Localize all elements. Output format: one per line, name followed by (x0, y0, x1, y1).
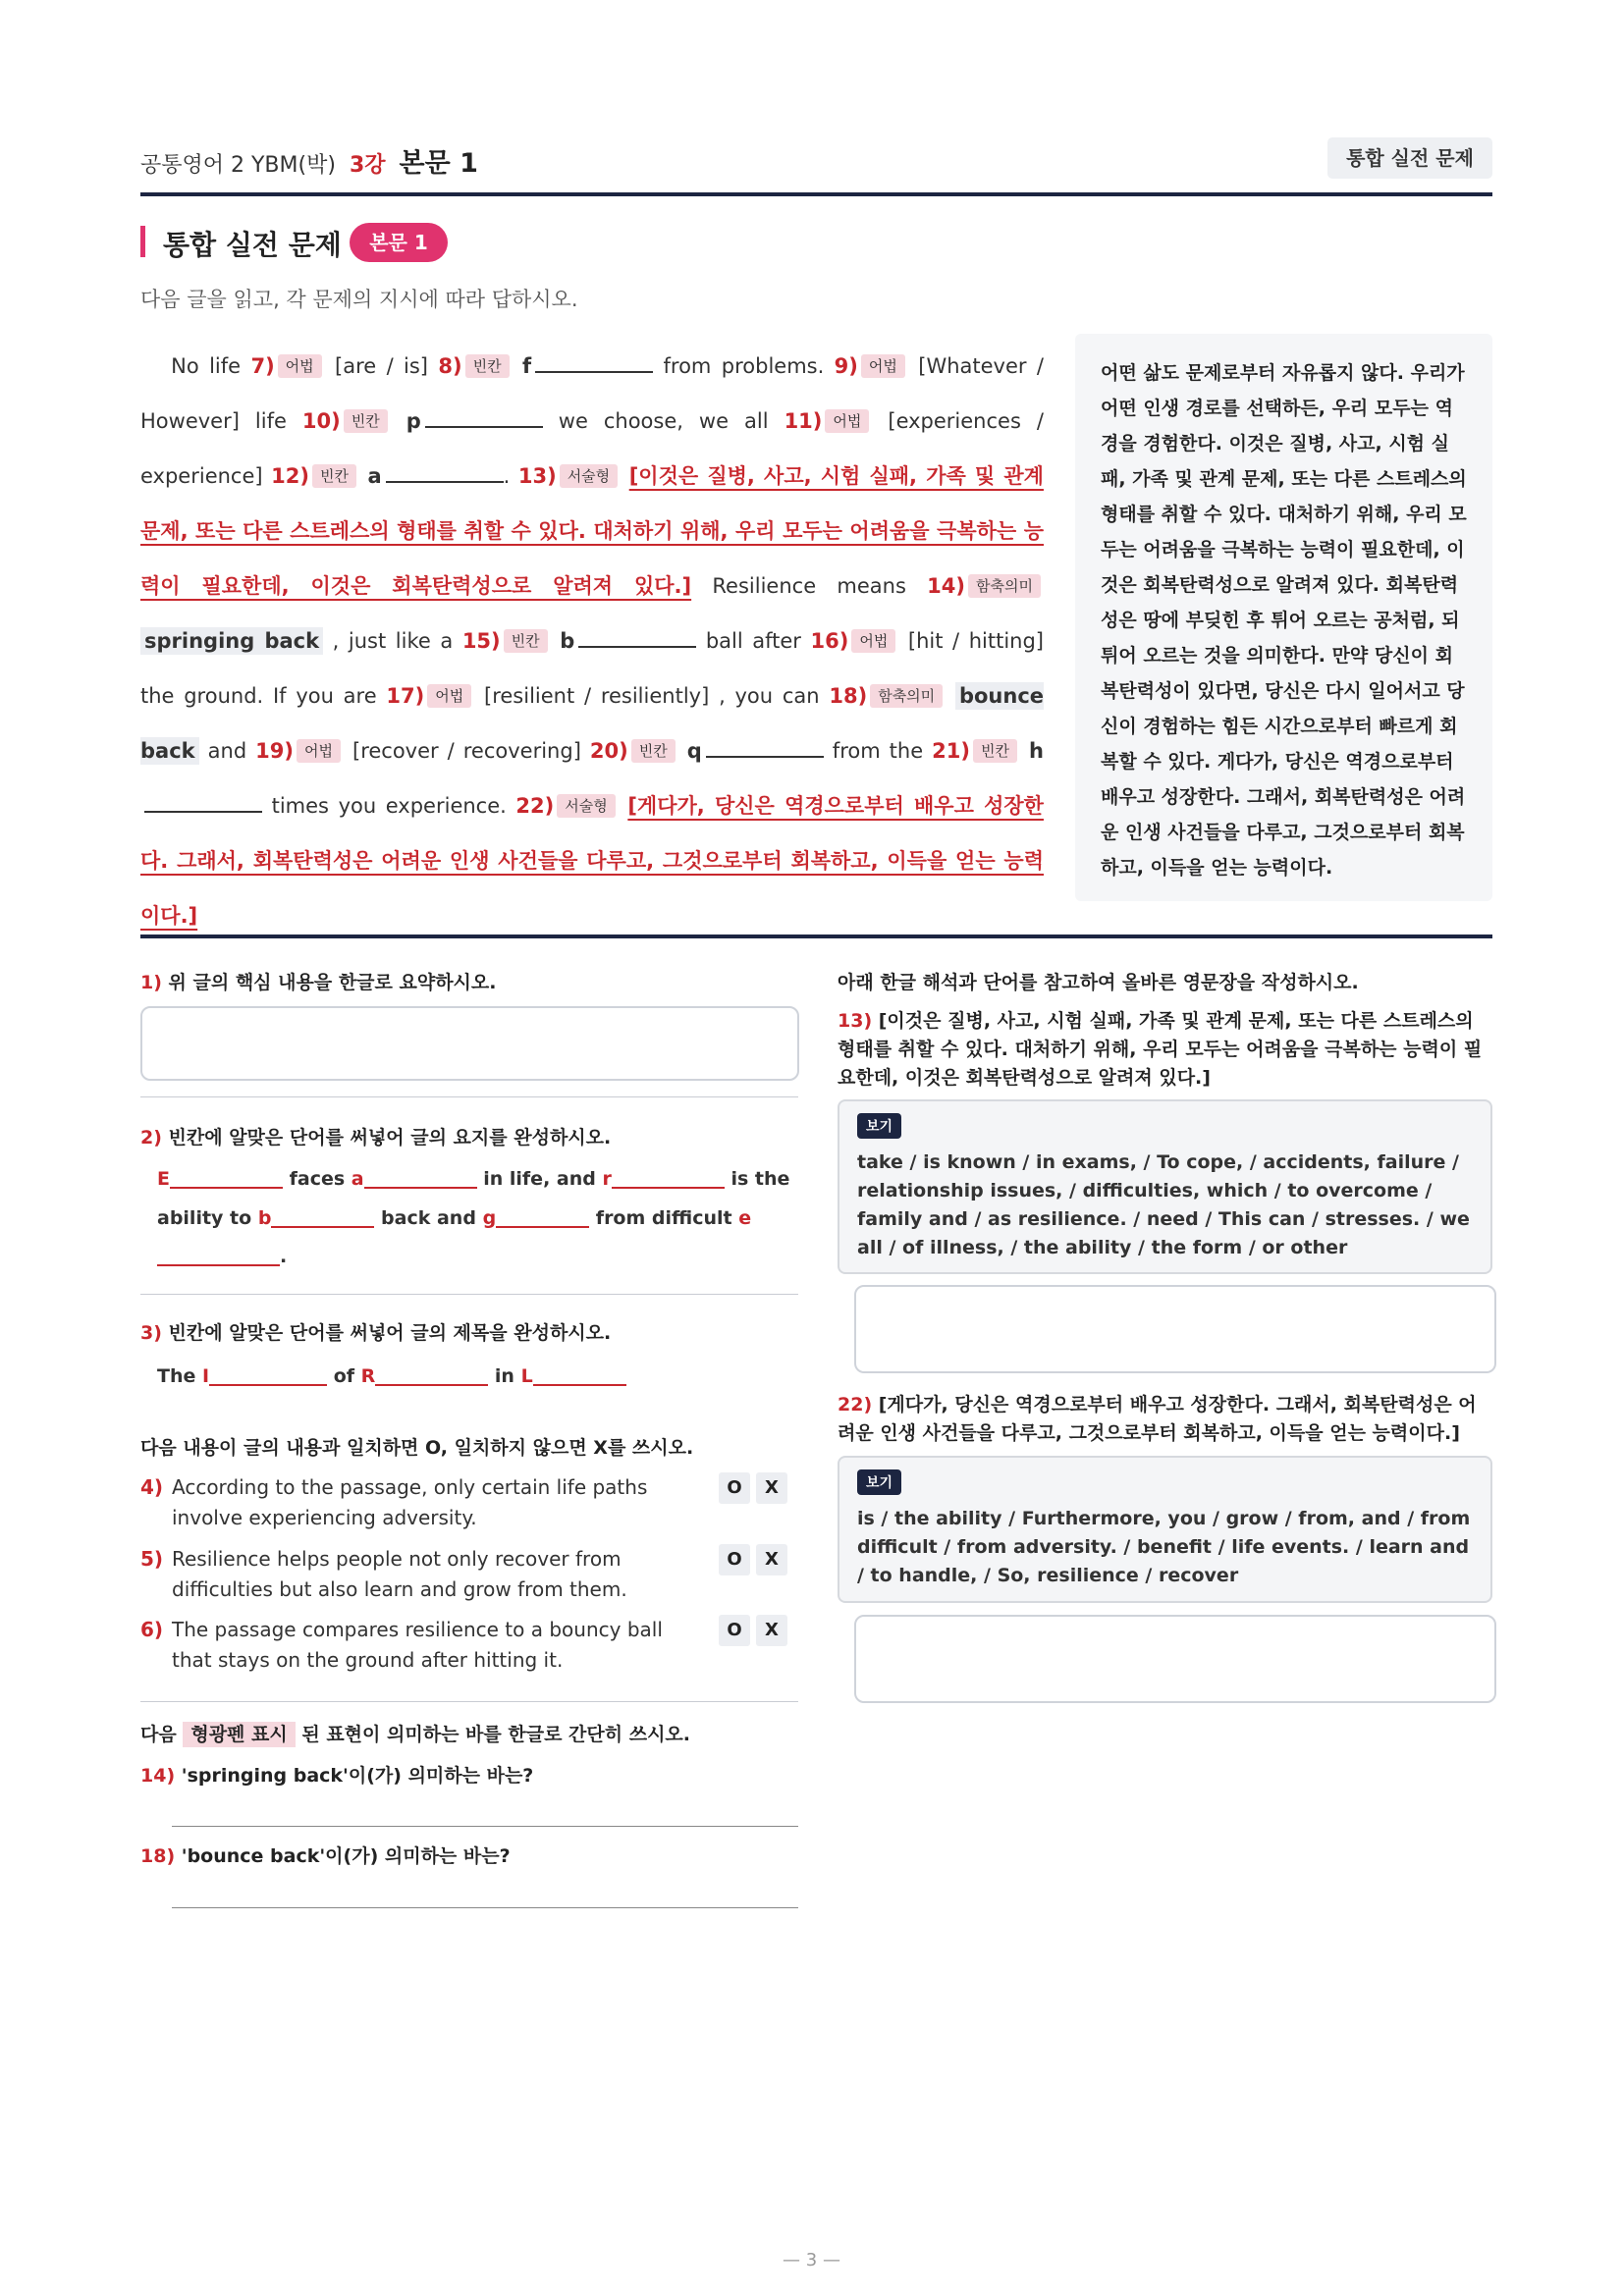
q1-answer-box[interactable] (140, 1006, 799, 1081)
choice-bracket: [recover / recovering] (352, 739, 581, 763)
question-number: 9) (834, 354, 858, 378)
question-tag: 서술형 (560, 464, 618, 488)
fill-blank[interactable] (612, 1167, 725, 1189)
fill-text: in (494, 1365, 514, 1387)
korean-sentence: [게다가, 당신은 역경으로부터 배우고 성장한다. 그래서, 회복탄력성은 어려운 인생 사건들을 다루고, 그것으로부터 회복하고, 이득을 얻는 능력이다.] (140, 794, 1044, 928)
fill-text: . (280, 1246, 288, 1267)
ox-statement: According to the passage, only certain life paths involve experiencing adversity. (172, 1475, 648, 1529)
ox-buttons (713, 1544, 787, 1575)
instruction: 다음 글을 읽고, 각 문제의 지시에 따라 답하시오. (140, 288, 578, 311)
question-number: 3) (140, 1322, 162, 1344)
passage-text: from problems. (663, 354, 825, 378)
fill-text: back and (381, 1207, 476, 1229)
question-number: 12) (271, 464, 309, 488)
passage-text: , just like a (332, 629, 454, 653)
q2-line-3 (157, 1245, 287, 1267)
blank-initial: I (202, 1365, 210, 1387)
word-bank-words: is / the ability / Furthermore, you / grow / from, and / from difficult / from adversity. / benefit / life events. / learn and / to handle, / So, resilience / recover (857, 1508, 1471, 1586)
question-tag: 서술형 (557, 794, 615, 818)
blank-initial: e (738, 1207, 752, 1229)
passage-text: ball after (705, 629, 801, 653)
question-tag: 어법 (278, 354, 322, 378)
q13-prompt (838, 1007, 1492, 1093)
fill-blank[interactable] (157, 1245, 280, 1266)
ox-statement: The passage compares resilience to a bouncy ball that stays on the ground after hitting it. (172, 1618, 663, 1672)
question-number: 11) (784, 409, 823, 433)
x-button[interactable]: X (756, 1472, 787, 1504)
o-button[interactable]: O (719, 1472, 750, 1504)
q1-prompt (140, 968, 497, 994)
question-number: 14) (140, 1765, 176, 1787)
word-bank-label: 보기 (857, 1469, 901, 1495)
question-tag: 빈칸 (312, 464, 356, 488)
question-number: 13) (517, 464, 557, 488)
fill-text: from difficult (595, 1207, 732, 1229)
blank-initial: f (521, 354, 532, 378)
q2-line-2 (157, 1206, 751, 1229)
korean-sentence: [이것은 질병, 사고, 시험 실패, 가족 및 관계 문제, 또는 다른 스트레스의 형태를 취할 수 있다. 대처하기 위해, 우리 모두는 어려움을 극복하는 능력이 필요한데, 이것은 회복탄력성으로 알려져 있다.] (140, 464, 1044, 598)
ox-instruction: 다음 내용이 글의 내용과 일치하면 O, 일치하지 않으면 X를 쓰시오. (140, 1437, 694, 1459)
q18-prompt (140, 1842, 511, 1868)
fill-text: in life, and (483, 1168, 596, 1190)
ox-buttons (713, 1472, 787, 1504)
section-name: 본문 1 (399, 148, 478, 179)
question-number: 20) (589, 739, 628, 763)
passage-text: we choose, we all (558, 409, 769, 433)
question-tag: 빈칸 (631, 739, 676, 763)
blank-line[interactable] (425, 404, 543, 428)
q18-answer-line[interactable] (172, 1907, 798, 1908)
choice-bracket: [are / is] (335, 354, 428, 378)
passage-text: times you experience. (271, 794, 507, 818)
blank-line[interactable] (144, 789, 262, 813)
q3-line (157, 1364, 626, 1387)
passage-text: Resilience means (712, 574, 906, 598)
question-number: 13) (838, 1010, 873, 1032)
blank-line[interactable] (386, 459, 504, 483)
blank-line[interactable] (578, 624, 696, 648)
question-tag: 어법 (861, 354, 905, 378)
highlighted-phrase: springing back (140, 627, 323, 655)
highlighted-phrase: bounce back (140, 684, 1045, 763)
question-tag: 함축의미 (870, 684, 943, 708)
blank-initial: R (360, 1365, 376, 1387)
q2-prompt (140, 1123, 611, 1149)
question-number: 19) (255, 739, 294, 763)
ox-item (140, 1544, 700, 1601)
fill-text: of (333, 1365, 355, 1387)
q22-word-bank (838, 1456, 1492, 1603)
page-number: — 3 — (783, 2250, 840, 2270)
fill-text: faces (289, 1168, 346, 1190)
question-number: 2) (140, 1127, 162, 1148)
ox-buttons (713, 1615, 787, 1646)
choice-bracket: [resilient / resiliently] (484, 684, 710, 708)
q2-line-1 (157, 1167, 789, 1190)
question-text: 'bounce back'이(가) 의미하는 바는? (181, 1845, 511, 1867)
question-number: 14) (927, 574, 965, 598)
question-text: 빈칸에 알맞은 단어를 써넣어 글의 제목을 완성하시오. (168, 1322, 612, 1344)
question-number: 6) (140, 1618, 164, 1641)
divider (140, 1294, 798, 1295)
blank-line[interactable] (535, 349, 653, 373)
fill-text: The (157, 1365, 196, 1387)
q3-prompt (140, 1318, 611, 1345)
q13-word-bank (838, 1099, 1492, 1274)
question-number: 1) (140, 972, 162, 993)
implied-instruction (140, 1720, 690, 1746)
instruction-text: 된 표현이 의미하는 바를 한글로 간단히 쓰시오. (301, 1724, 690, 1745)
passage-text: , you can (719, 684, 820, 708)
course-name: 공통영어 2 YBM(박) (140, 153, 336, 178)
blank-initial: h (1028, 739, 1044, 763)
section-title: 통합 실전 문제 (163, 229, 342, 261)
choice-bracket: [hit / hitting] (907, 629, 1044, 653)
section-divider (140, 934, 1492, 938)
choice-bracket: [experiences / experience] (140, 409, 1044, 488)
question-number: 22) (838, 1394, 873, 1415)
blank-initial: p (406, 409, 421, 433)
passage-text: the ground. If you are (140, 684, 377, 708)
fill-blank[interactable] (533, 1364, 626, 1386)
blank-initial: E (157, 1168, 170, 1190)
blank-initial: a (367, 464, 382, 488)
question-tag: 어법 (427, 684, 471, 708)
blank-initial: b (560, 629, 575, 653)
question-number: 17) (386, 684, 425, 708)
instruction-text: 다음 (140, 1724, 177, 1745)
question-tag: 빈칸 (465, 354, 510, 378)
o-button[interactable]: O (719, 1544, 750, 1575)
fill-blank[interactable] (271, 1206, 374, 1228)
question-number: 10) (301, 409, 341, 433)
passage-text: life (254, 409, 287, 433)
passage-text: and (207, 739, 247, 763)
fill-text: ability to (157, 1207, 252, 1229)
divider (140, 1096, 798, 1097)
question-number: 4) (140, 1475, 164, 1499)
question-number: 18) (829, 684, 868, 708)
question-number: 22) (515, 794, 555, 818)
question-number: 15) (461, 629, 501, 653)
q22-answer-box[interactable] (854, 1615, 1496, 1703)
blank-initial: L (520, 1365, 533, 1387)
fill-blank[interactable] (170, 1167, 283, 1189)
question-number: 7) (250, 354, 275, 378)
blank-initial: g (482, 1207, 497, 1229)
question-number: 18) (140, 1845, 176, 1867)
x-button[interactable]: X (756, 1544, 787, 1575)
word-bank-label: 보기 (857, 1113, 901, 1139)
fill-blank[interactable] (375, 1364, 488, 1386)
question-text: [게다가, 당신은 역경으로부터 배우고 성장한다. 그래서, 회복탄력성은 어려운 인생 사건들을 다루고, 그것으로부터 회복하고, 이득을 얻는 능력이다.] (838, 1394, 1477, 1444)
header-divider (140, 192, 1492, 196)
blank-line[interactable] (706, 734, 824, 758)
choice-bracket: [Whatever / However] (140, 354, 1044, 433)
q14-prompt (140, 1761, 533, 1788)
question-tag: 어법 (297, 739, 341, 763)
question-tag: 어법 (825, 409, 869, 433)
section-accent-bar (140, 226, 145, 257)
question-tag: 빈칸 (973, 739, 1017, 763)
fill-text: is the (730, 1168, 790, 1190)
question-tag: 빈칸 (504, 629, 548, 653)
blank-initial: q (686, 739, 702, 763)
question-text: 위 글의 핵심 내용을 한글로 요약하시오. (168, 972, 497, 993)
lesson-number: 3강 (349, 153, 386, 178)
passage (140, 339, 1044, 943)
question-tag: 함축의미 (968, 574, 1041, 598)
question-number: 5) (140, 1547, 164, 1571)
ox-item (140, 1472, 700, 1529)
header-badge: 통합 실전 문제 (1327, 137, 1492, 179)
ox-statement: Resilience helps people not only recover from difficulties but also learn and grow from them. (172, 1547, 627, 1601)
blank-initial: b (257, 1207, 272, 1229)
question-number: 21) (932, 739, 970, 763)
highlight-marker: 형광펜 표시 (183, 1722, 295, 1747)
passage-text: No life (171, 354, 242, 378)
translation-box: 어떤 삶도 문제로부터 자유롭지 않다. 우리가 어떤 인생 경로를 선택하든, 우리 모두는 역경을 경험한다. 이것은 질병, 사고, 시험 실패, 가족 및 관계 문제, 또는 다른 스트레스의 형태를 취할 수 있다. 대처하기 위해, 우리 모두는 어려움을 극복하는 능력이 필요한데, 이것은 회복탄력성으로 알려져 있다. 회복탄력성은 땅에 부딪힌 후 튀어 오르는 공처럼, 되튀어 오르는 것을 의미한다. 만약 당신이 회복탄력성이 있다면, 당신은 다시 일어서고 당신이 경험하는 힘든 시간으로부터 빠르게 회복할 수 있다. 게다가, 당신은 역경으로부터 배우고 성장한다. 그래서, 회복탄력성은 어려운 인생 사건들을 다루고, 그것으로부터 회복하고, 이득을 얻는 능력이다. (1075, 334, 1492, 901)
q13-answer-box[interactable] (854, 1285, 1496, 1373)
fill-blank[interactable] (209, 1364, 327, 1386)
header-title (140, 141, 478, 180)
word-bank-words: take / is known / in exams, / To cope, / accidents, failure / relationship issues, / difficulties, which / to overcome / family and / as resilience. / need / This can / stresses. / we all / of illness, / the ability / the form / or other (857, 1151, 1470, 1258)
x-button[interactable]: X (756, 1615, 787, 1646)
fill-blank[interactable] (364, 1167, 477, 1189)
o-button[interactable]: O (719, 1615, 750, 1646)
ox-item (140, 1615, 700, 1672)
question-number: 8) (438, 354, 462, 378)
divider (140, 1701, 798, 1702)
passage-text: from the (832, 739, 924, 763)
question-text: 'springing back'이(가) 의미하는 바는? (181, 1765, 534, 1787)
fill-blank[interactable] (496, 1206, 589, 1228)
question-text: 빈칸에 알맞은 단어를 써넣어 글의 요지를 완성하시오. (168, 1127, 612, 1148)
compose-instruction: 아래 한글 해석과 단어를 참고하여 올바른 영문장을 작성하시오. (838, 972, 1359, 993)
blank-initial: a (351, 1168, 364, 1190)
section-pill: 본문 1 (350, 223, 448, 262)
q22-prompt (838, 1391, 1492, 1448)
question-number: 16) (810, 629, 849, 653)
question-text: [이것은 질병, 사고, 시험 실패, 가족 및 관계 문제, 또는 다른 스트레스의 형태를 취할 수 있다. 대처하기 위해, 우리 모두는 어려움을 극복하는 능력이 필요한데, 이것은 회복탄력성으로 알려져 있다.] (838, 1010, 1483, 1089)
q14-answer-line[interactable] (172, 1826, 798, 1827)
question-tag: 어법 (851, 629, 895, 653)
question-tag: 빈칸 (344, 409, 388, 433)
passage-text: . (503, 464, 511, 488)
blank-initial: r (602, 1168, 612, 1190)
